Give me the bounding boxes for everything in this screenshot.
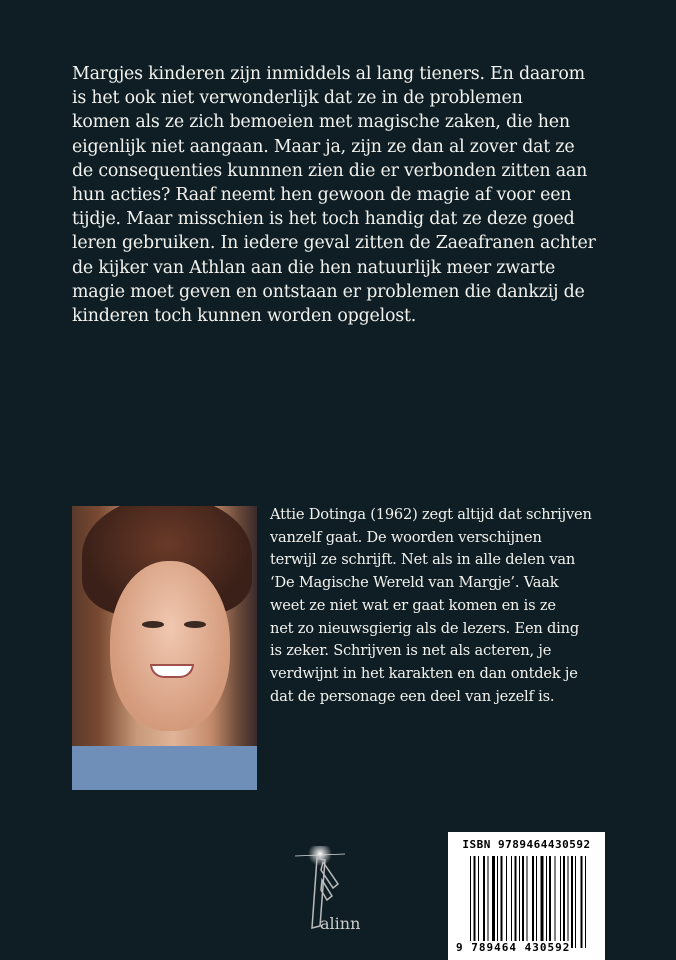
publisher-logo-icon — [290, 846, 380, 936]
bio-line: is zeker. Schrijven is net als acteren, je — [270, 642, 552, 660]
barcode-bar — [581, 856, 583, 948]
barcode-bar — [506, 856, 507, 948]
barcode-bar — [546, 856, 547, 948]
barcode-bar — [568, 856, 569, 948]
bio-line: net zo nieuwsgierig als de lezers. Een ding — [270, 619, 579, 637]
barcode-bar — [483, 856, 485, 948]
svg-text:alinn: alinn — [320, 914, 361, 933]
blurb-line: komen als ze zich bemoeien met magische zaken, die hen — [72, 112, 570, 133]
barcode-bar — [560, 856, 561, 948]
barcode-bar — [555, 856, 556, 948]
isbn-digits: 9 789464 430592 — [456, 941, 571, 954]
barcode-bar — [522, 856, 524, 948]
barcode-bar — [571, 856, 573, 948]
blurb-line: kinderen toch kunnen worden opgelost. — [72, 306, 417, 327]
barcode-bar — [536, 856, 537, 948]
barcode-bar — [511, 856, 512, 948]
blurb-line: de kijker van Athlan aan die hen natuurlijk meer zwarte — [72, 257, 556, 278]
blurb-line: eigenlijk niet aangaan. Maar ja, zijn ze dan al zover dat ze — [72, 136, 575, 157]
barcode-bar — [478, 856, 479, 948]
bio-line: dat de personage een deel van jezelf is. — [270, 687, 555, 705]
barcode-bar — [515, 856, 517, 948]
blurb-line: leren gebruiken. In iedere geval zitten de Zaeafranen achter — [72, 233, 596, 254]
barcode-bar — [497, 856, 498, 948]
barcode-bar — [532, 856, 534, 948]
barcode-bar — [549, 856, 551, 948]
barcode-bar — [585, 856, 586, 948]
barcode-bar — [492, 856, 495, 948]
barcode-bar — [527, 856, 528, 948]
isbn-label: ISBN 9789464430592 — [462, 838, 591, 851]
bio-line: vanzelf gaat. De woorden verschijnen — [270, 528, 542, 546]
barcode-bar — [470, 856, 471, 948]
blurb-line: tijdje. Maar misschien is het toch handig dat ze deze goed — [72, 209, 575, 230]
bio-line: Attie Dotinga (1962) zegt altijd dat schrijven — [270, 506, 592, 523]
author-photo — [72, 506, 257, 790]
barcode-bar — [541, 856, 544, 948]
barcode-bar — [563, 856, 565, 948]
isbn-barcode — [448, 832, 605, 960]
bio-line: weet ze niet wat er gaat komen en is ze — [270, 596, 556, 614]
blurb-line: magie moet geven en ontstaan er problemen die dankzij de — [72, 281, 585, 302]
barcode-bar — [519, 856, 520, 948]
barcode-bar — [474, 856, 476, 948]
blurb-line: hun acties? Raaf neemt hen gewoon de magie af voor een — [72, 185, 572, 206]
barcode-bars — [470, 856, 590, 948]
blurb-line: de consequenties kunnnen zien die er verbonden zitten aan — [72, 160, 588, 181]
barcode-bar — [488, 856, 489, 948]
bio-line: terwijl ze schrijft. Net als in alle delen van — [270, 551, 576, 569]
back-cover-blurb — [72, 62, 632, 328]
bio-line: verdwijnt in het karakten en dan ontdek je — [270, 664, 578, 682]
barcode-bar — [501, 856, 503, 948]
bio-line: ‘De Magische Wereld van Margje’. Vaak — [270, 574, 559, 592]
barcode-bar — [575, 856, 576, 948]
blurb-line: is het ook niet verwonderlijk dat ze in de problemen — [72, 88, 523, 109]
blurb-line: Margjes kinderen zijn inmiddels al lang tieners. En daarom — [72, 64, 585, 84]
author-bio — [270, 504, 592, 708]
